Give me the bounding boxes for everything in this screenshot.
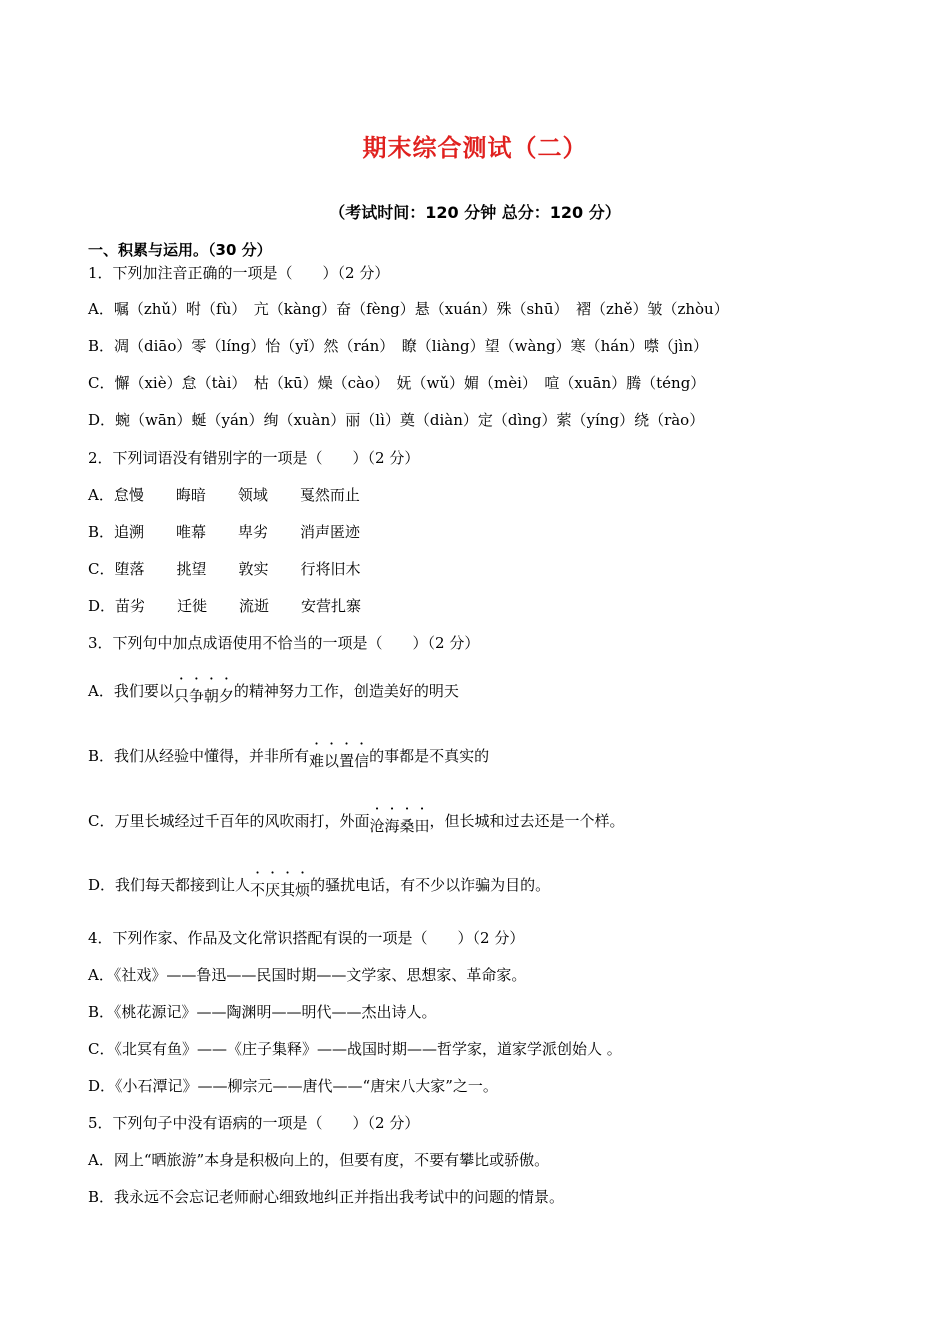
sentence-text: B．我们从经验中懂得，并非所有 [88,747,310,765]
question-1-option-c: C．懈（xiè）怠（tài） 枯（kū）燥（cào） 妩（wǔ）媚（mèi） 喧（xuān）腾（téng） [88,374,706,392]
dotted-char: 只 [173,687,189,705]
option-word: 挑望 [176,560,207,578]
question-3-option-d [88,874,551,899]
exam-info: （考试时间：120 分钟 总分：120 分） [329,203,621,222]
option-letter: D． [88,597,116,615]
option-letter: C． [88,560,115,578]
sentence-text: C．万里长城经过千百年的风吹雨打，外面 [88,812,370,830]
question-1-option-a: A．嘱（zhǔ）咐（fù） 亢（kàng）奋（fèng）悬（xuán）殊（shū） 褶（zhě）皱（zhòu） [88,300,729,318]
dotted-char: 烦 [295,881,311,899]
dotted-idiom [309,750,369,772]
dotted-char: 置 [339,752,355,770]
dotted-char: 不 [250,881,266,899]
question-5-stem: 5．下列句子中没有语病的一项是（ ）（2 分） [88,1114,420,1132]
sentence-text: A．我们要以 [88,682,174,700]
question-4-option-c: C．《北冥有鱼》——《庄子集释》——战国时期——哲学家，道家学派创始人 。 [88,1040,622,1058]
dotted-char: 信 [354,752,370,770]
dotted-char: 夕 [218,687,234,705]
sentence-text: 的事都是不真实的 [369,747,490,765]
question-3-option-a [88,680,459,705]
sentence-text: D．我们每天都接到让人 [88,876,251,894]
option-word: 苗劣 [115,597,146,615]
sentence-text: 的精神努力工作，创造美好的明天 [233,682,459,700]
question-5-option-a: A．网上“晒旅游”本身是积极向上的，但要有度，不要有攀比或骄傲。 [88,1151,550,1169]
question-2-option-b [88,521,360,543]
option-word: 行将旧木 [300,560,361,578]
question-2-option-a [88,484,360,506]
question-4-option-a: A．《社戏》——鲁迅——民国时期——文学家、思想家、革命家。 [88,966,527,984]
dotted-char: 厌 [265,881,281,899]
dotted-idiom [250,879,310,901]
question-1-option-b: B．凋（diāo）零（líng）怡（yǐ）然（rán） 瞭（liàng）望（wàng）寒（hán）噤（jìn） [88,337,709,355]
option-word: 领域 [237,486,268,504]
option-word: 唯幕 [176,523,207,541]
question-2-option-d [88,595,361,617]
question-3-stem: 3．下列句中加点成语使用不恰当的一项是（ ）（2 分） [88,634,480,652]
option-letter: A． [88,486,114,504]
dotted-char: 争 [188,687,204,705]
dotted-char: 朝 [203,687,219,705]
question-2-stem: 2．下列词语没有错别字的一项是（ ）（2 分） [88,449,420,467]
sentence-text: ，但长城和过去还是一个样。 [429,812,625,830]
dotted-char: 其 [280,881,296,899]
question-4-option-b: B．《桃花源记》——陶渊明——明代——杰出诗人。 [88,1003,437,1021]
option-letter: B． [88,523,115,541]
dotted-char: 以 [324,752,340,770]
dotted-idiom [369,815,429,837]
option-word: 卑劣 [238,523,269,541]
option-word: 迁徙 [177,597,208,615]
question-3-option-c [88,810,625,835]
option-word: 晦暗 [175,486,206,504]
dotted-char: 田 [414,817,430,835]
section-heading: 一、积累与运用。（30 分） [88,241,272,259]
option-word: 消声匿迹 [300,523,361,541]
question-1-option-d: D．蜿（wān）蜒（yán）绚（xuàn）丽（lì）奠（diàn）定（dìng）萦（yíng）绕（rào） [88,411,705,429]
question-3-option-b [88,745,490,770]
sentence-text: 的骚扰电话，有不少以诈骗为目的。 [310,876,551,894]
option-word: 敦实 [238,560,269,578]
option-word: 安营扎寨 [301,597,362,615]
page-title: 期末综合测试（二） [362,134,588,162]
dotted-idiom [174,685,234,707]
dotted-char: 桑 [399,817,415,835]
dotted-char: 沧 [369,817,385,835]
dotted-char: 海 [384,817,400,835]
question-5-option-b: B．我永远不会忘记老师耐心细致地纠正并指出我考试中的问题的情景。 [88,1188,565,1206]
option-word: 堕落 [114,560,145,578]
option-word: 戛然而止 [299,486,360,504]
dotted-char: 难 [309,752,325,770]
question-4-stem: 4．下列作家、作品及文化常识搭配有误的一项是（ ）（2 分） [88,929,525,947]
question-1-stem: 1．下列加注音正确的一项是（ ）（2 分） [88,264,390,282]
question-4-option-d: D．《小石潭记》——柳宗元——唐代——“唐宋八大家”之一。 [88,1077,498,1095]
question-2-option-c [88,558,361,580]
option-word: 追溯 [114,523,145,541]
option-word: 流逝 [239,597,270,615]
option-word: 怠慢 [113,486,144,504]
